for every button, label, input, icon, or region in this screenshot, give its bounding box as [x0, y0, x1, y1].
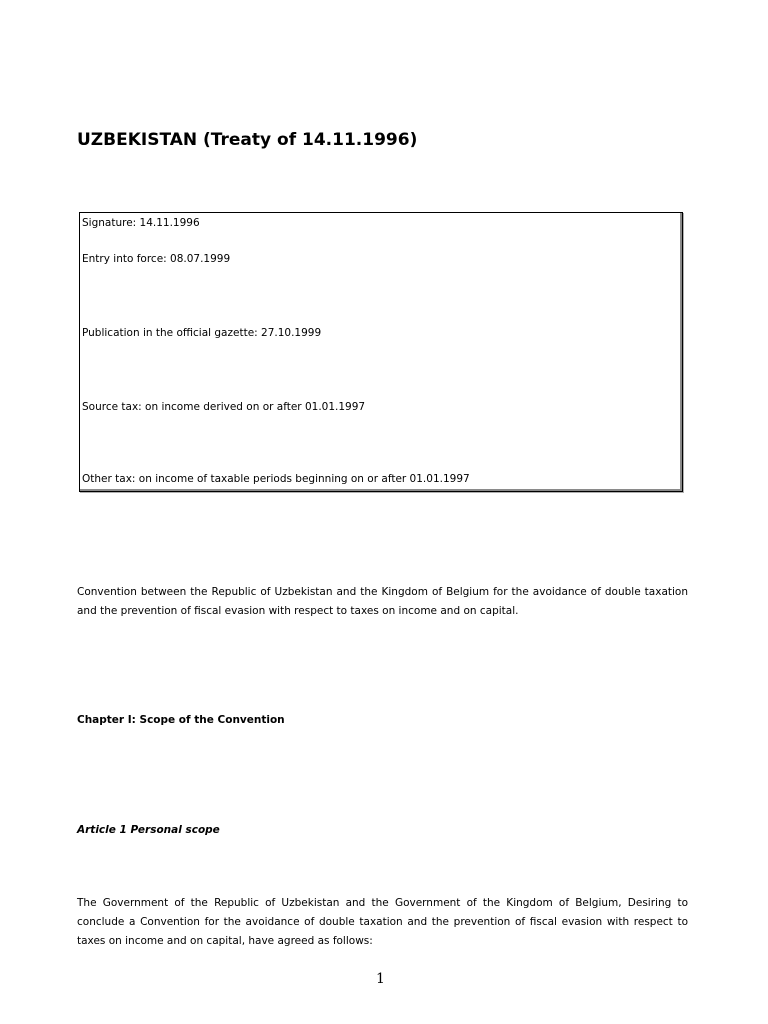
preamble-paragraph: The Government of the Republic of Uzbekistan and the Government of the Kingdom of Belgium, Desiring to conclude a Convention for the avoidance of double taxation and the prevention of fiscal evasion with respect to taxes on income and on capital, have agreed as follows: [77, 897, 688, 947]
convention-paragraph: Convention between the Republic of Uzbekistan and the Kingdom of Belgium for the avoidance of double taxation and the prevention of fiscal evasion with respect to taxes on income and on capital. [77, 586, 688, 617]
treaty-info-box [79, 212, 683, 492]
chapter-heading: Chapter I: Scope of the Convention [77, 714, 285, 726]
publication-date: Publication in the official gazette: 27.10.1999 [82, 327, 322, 339]
entry-into-force-date: Entry into force: 08.07.1999 [82, 253, 231, 265]
article-heading: Article 1 Personal scope [77, 824, 220, 836]
page-number: 1 [376, 971, 385, 987]
other-tax-date: Other tax: on income of taxable periods beginning on or after 01.01.1997 [82, 473, 470, 485]
document-title: UZBEKISTAN (Treaty of 14.11.1996) [77, 130, 418, 150]
source-tax-date: Source tax: on income derived on or after 01.01.1997 [82, 401, 366, 413]
signature-date: Signature: 14.11.1996 [82, 217, 200, 229]
